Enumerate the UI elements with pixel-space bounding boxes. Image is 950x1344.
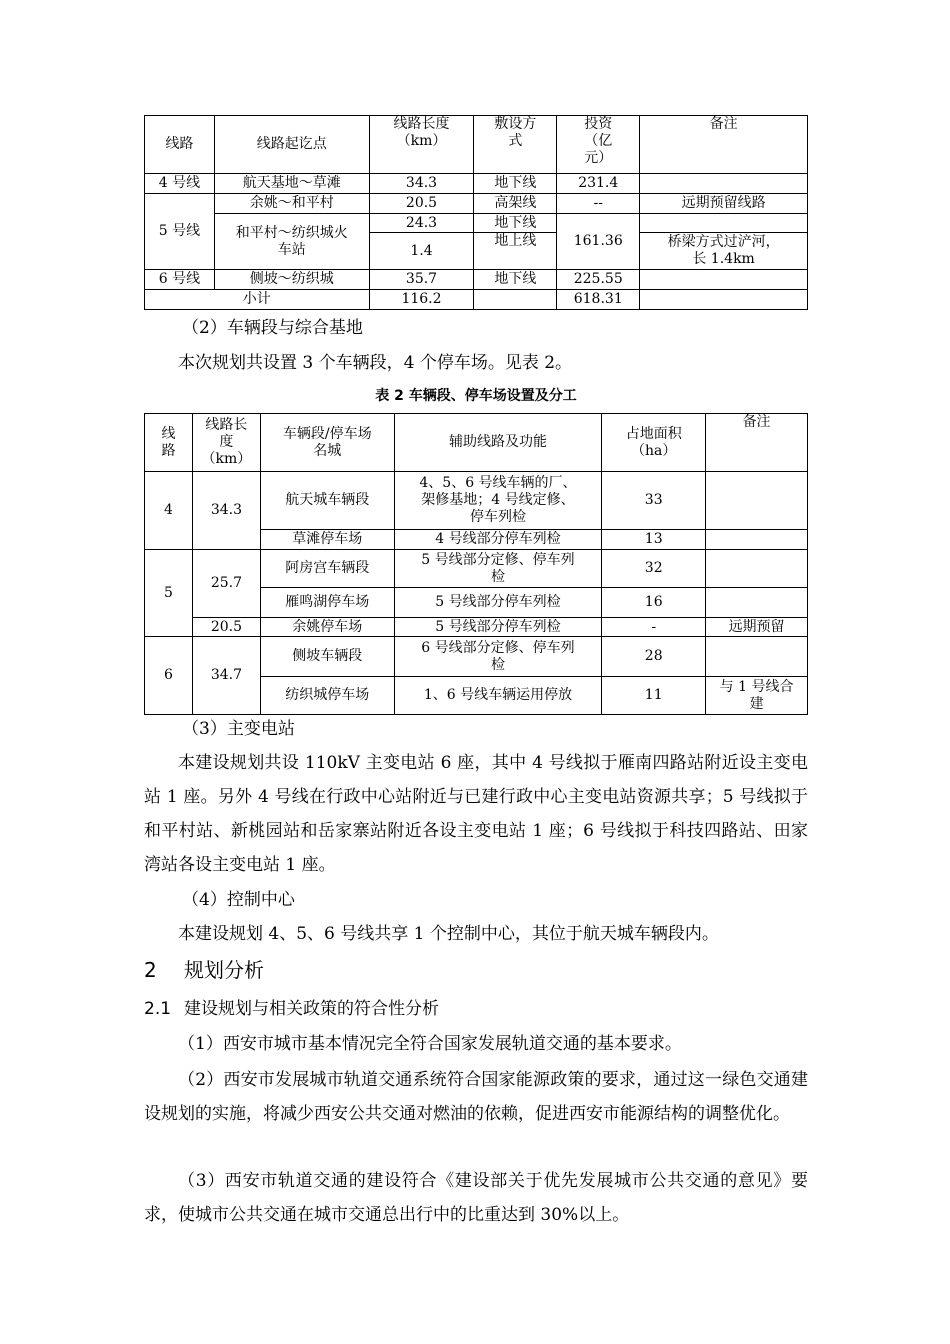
heading-number: 2.1 [144, 999, 172, 1019]
header-cell: 线 路 [145, 414, 193, 472]
depot-name-cell: 阿房宫车辆段 [260, 550, 394, 588]
length-cell: 34.3 [369, 174, 474, 194]
policy-point-2: （2）西安市发展城市轨道交通系统符合国家能源政策的要求，通过这一绿色交通建设规划的实施，将减少西安公共交通对燃油的依赖，促进西安市能源结构的调整优化。 [144, 1070, 808, 1124]
header-cell: 辅助线路及功能 [394, 414, 602, 472]
note-cell [706, 530, 808, 550]
invest-cell: 225.55 [557, 270, 640, 290]
line-cell: 5 号线 [145, 194, 215, 270]
section-heading-2-1 [144, 995, 439, 1023]
substation-paragraph: 本建设规划共设 110kV 主变电站 6 座，其中 4 号线拟于雁南四路站附近设主变电站 1 座。另外 4 号线在行政中心站附近与已建行政中心主变电站资源共享；5 号线拟于和平村站、新桃园站和岳家寨站附近各设主变电站 1 座；6 号线拟于科技四路站、田家湾站各设主变电站 1 座。 [144, 753, 808, 875]
line-cell: 6 号线 [145, 270, 215, 290]
heading-text: 建设规划与相关政策的符合性分析 [184, 999, 439, 1019]
section-substation-heading: （3）主变电站 [182, 719, 295, 739]
note-cell [640, 270, 808, 290]
note-cell [640, 290, 808, 310]
function-cell: 5 号线部分停车列检 [394, 618, 602, 637]
note-cell [640, 174, 808, 194]
line-cell: 6 [145, 637, 193, 715]
policy-point-1: （1）西安市城市基本情况完全符合国家发展轨道交通的基本要求。 [178, 1034, 682, 1054]
heading-text: 规划分析 [184, 958, 264, 982]
depot-name-cell: 草滩停车场 [260, 530, 394, 550]
header-cell: 线路长度 （km） [369, 116, 474, 174]
line-cell: 4 [145, 472, 193, 550]
area-cell: 28 [602, 637, 706, 677]
section-control-heading: （4）控制中心 [182, 890, 295, 910]
method-cell [474, 290, 557, 310]
method-cell: 地上线 [474, 233, 557, 270]
note-cell [640, 214, 808, 233]
line-table [144, 115, 808, 310]
invest-cell: 231.4 [557, 174, 640, 194]
heading-number: 2 [144, 958, 157, 982]
note-cell: 远期预留线路 [640, 194, 808, 214]
header-cell: 线路长 度 （km） [192, 414, 260, 472]
length-cell: 1.4 [369, 233, 474, 270]
header-cell: 线路起讫点 [214, 116, 369, 174]
depot-name-cell: 侧坡车辆段 [260, 637, 394, 677]
depot-table [144, 413, 808, 715]
note-cell [706, 637, 808, 677]
note-cell: 与 1 号线合 建 [706, 677, 808, 715]
area-cell: 32 [602, 550, 706, 588]
depot-name-cell: 余姚停车场 [260, 618, 394, 637]
subtotal-label: 小计 [145, 290, 370, 310]
line-cell: 5 [145, 550, 193, 637]
note-cell: 桥梁方式过浐河， 长 1.4km [640, 233, 808, 270]
function-cell: 5 号线部分停车列检 [394, 588, 602, 618]
header-cell: 投资 （亿 元） [557, 116, 640, 174]
function-cell: 1、6 号线车辆运用停放 [394, 677, 602, 715]
length-cell: 116.2 [369, 290, 474, 310]
table2-caption: 表 2 车辆段、停车场设置及分工 [375, 388, 577, 404]
header-cell: 备注 [706, 414, 808, 472]
depot-name-cell: 纺织城停车场 [260, 677, 394, 715]
header-cell: 线路 [145, 116, 215, 174]
header-cell: 车辆段/停车场 名城 [260, 414, 394, 472]
function-cell: 5 号线部分定修、停车列 检 [394, 550, 602, 588]
depot-name-cell: 航天城车辆段 [260, 472, 394, 530]
header-cell: 占地面积 （ha） [602, 414, 706, 472]
route-cell: 航天基地～草滩 [214, 174, 369, 194]
function-cell: 4、5、6 号线车辆的厂、 架修基地；4 号线定修、 停车列检 [394, 472, 602, 530]
area-cell: 33 [602, 472, 706, 530]
route-cell: 和平村～纺织城火 车站 [214, 214, 369, 270]
route-cell: 余姚～和平村 [214, 194, 369, 214]
length-cell: 20.5 [192, 618, 260, 637]
note-cell [706, 588, 808, 618]
area-cell: - [602, 618, 706, 637]
invest-cell: 161.36 [557, 214, 640, 270]
method-cell: 高架线 [474, 194, 557, 214]
length-cell: 24.3 [369, 214, 474, 233]
function-cell: 4 号线部分停车列检 [394, 530, 602, 550]
header-cell: 敷设方 式 [474, 116, 557, 174]
note-cell: 远期预留 [706, 618, 808, 637]
method-cell: 地下线 [474, 214, 557, 233]
vehicle-paragraph: 本次规划共设置 3 个车辆段，4 个停车场。见表 2。 [178, 353, 573, 373]
line-cell: 4 号线 [145, 174, 215, 194]
area-cell: 16 [602, 588, 706, 618]
length-cell: 25.7 [192, 550, 260, 618]
method-cell: 地下线 [474, 270, 557, 290]
section-heading-2 [144, 955, 264, 985]
length-cell: 34.7 [192, 637, 260, 715]
area-cell: 11 [602, 677, 706, 715]
method-cell: 地下线 [474, 174, 557, 194]
invest-cell: -- [557, 194, 640, 214]
function-cell: 6 号线部分定修、停车列 检 [394, 637, 602, 677]
depot-name-cell: 雁鸣湖停车场 [260, 588, 394, 618]
length-cell: 35.7 [369, 270, 474, 290]
invest-cell: 618.31 [557, 290, 640, 310]
header-cell: 备注 [640, 116, 808, 174]
length-cell: 34.3 [192, 472, 260, 550]
length-cell: 20.5 [369, 194, 474, 214]
route-cell: 侧坡～纺织城 [214, 270, 369, 290]
area-cell: 13 [602, 530, 706, 550]
control-paragraph: 本建设规划 4、5、6 号线共享 1 个控制中心，其位于航天城车辆段内。 [178, 924, 719, 944]
policy-point-3: （3）西安市轨道交通的建设符合《建设部关于优先发展城市公共交通的意见》要求，使城市公共交通在城市交通总出行中的比重达到 30%以上。 [144, 1171, 808, 1225]
note-cell [706, 550, 808, 588]
note-cell [706, 472, 808, 530]
section-vehicle-heading: （2）车辆段与综合基地 [182, 318, 363, 338]
